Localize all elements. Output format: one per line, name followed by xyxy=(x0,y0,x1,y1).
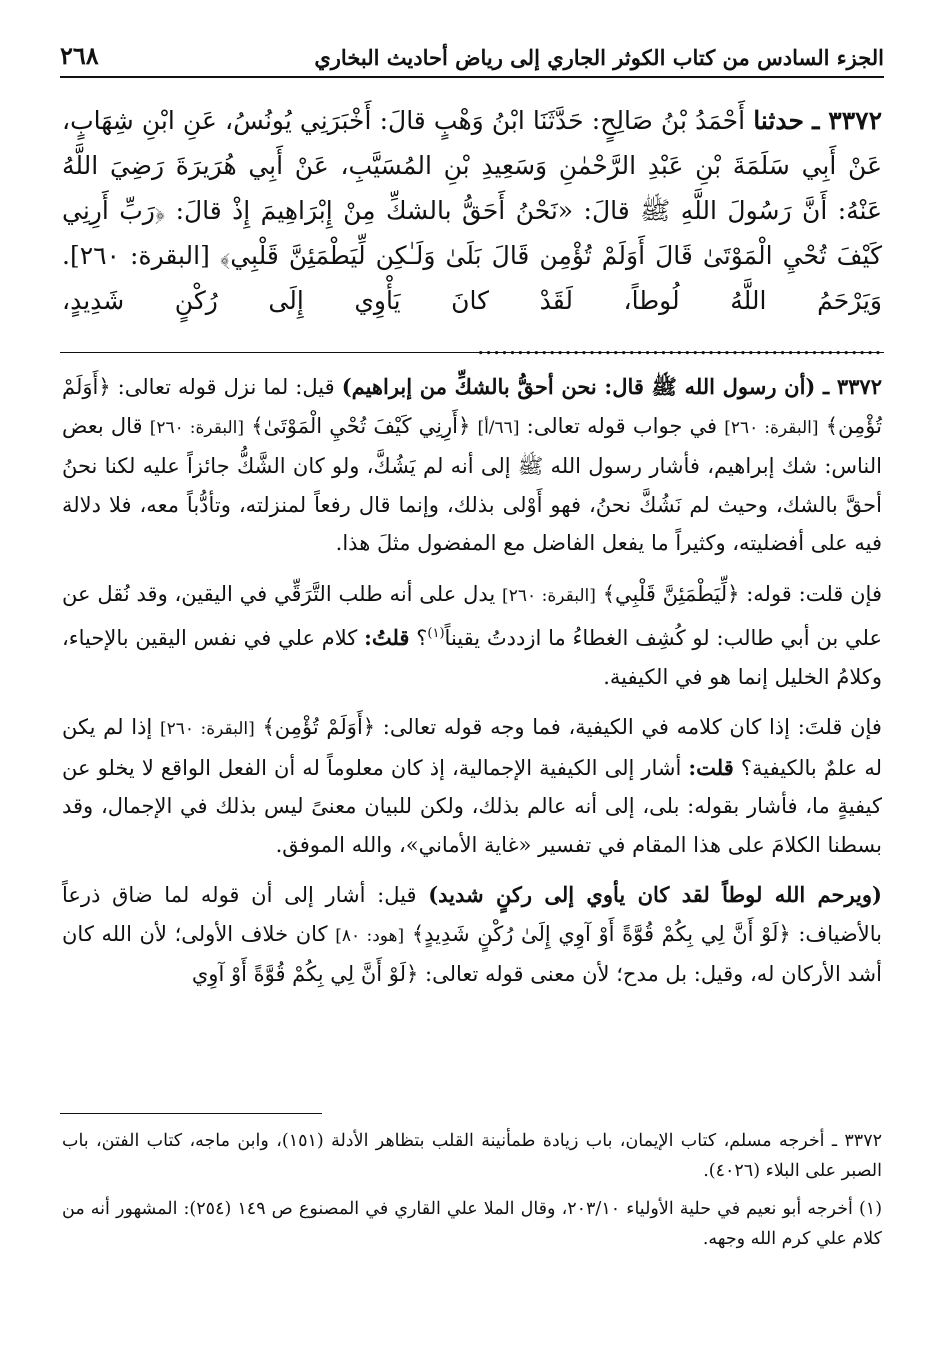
footnotes-block xyxy=(62,1126,882,1262)
commentary-text: قيل: أشار إلى أن قوله لما ضاق ذرعاً بالأضياف: ﴿لَوْ أَنَّ لِي بِكُمْ قُوَّةً أَوْ آوِي إِلَىٰ رُكْنٍ شَدِيدٍ﴾ xyxy=(62,883,882,946)
commentary-text: قيل: لما نزل قوله تعالى: ﴿أَوَلَمْ تُؤْمِن﴾ xyxy=(62,375,882,438)
hadith-text-block xyxy=(62,98,882,368)
quran-reference: [هود: ٨٠] xyxy=(335,925,405,946)
main-divider xyxy=(60,352,884,353)
answer-keyword: قلتُ: xyxy=(364,625,410,650)
footnote-marker: (١) xyxy=(427,626,445,641)
hadith-number: ٣٣٧٢ ـ xyxy=(812,106,883,135)
hadith-body: أَحْمَدُ بْنُ صَالِحٍ: حَدَّثَنَا ابْنُ وَهْبٍ قالَ: أَخْبَرَنِي يُونُسُ، عَنِ ابْنِ شِهَابٍ، عَنْ أَبِي سَلَمَةَ بْنِ عَبْدِ الرَّحْمٰنِ وَسَعِيدِ بْنِ المُسَيَّبِ، عَنْ أَبِي هُرَيرَةَ رَضِيَ اللَّهُ عَنْهُ: أَنَّ رَسُولَ اللَّهِ ﷺ قالَ: «نَحْنُ أَحَقُّ بالشكِّ مِنْ إِبْرَاهِيمَ إِذْ قالَ: ﴿رَبِّ أَرِنِي كَيْفَ تُحْيِ الْمَوْتَىٰ قَالَ أَوَلَمْ تُؤْمِن قَالَ بَلَىٰ وَلَـٰكِن لِّيَطْمَئِنَّ قَلْبِي﴾ [البقرة: ٢٦٠]. وَيَرْحَمُ اللَّهُ لُوطاً، لَقَدْ كانَ يَأْوِي إِلَى رُكْنٍ شَدِيدٍ، xyxy=(62,106,882,315)
commentary-text: كلام علي في نفس اليقين بالإحياء، وكلامُ الخليل إنما هو في الكيفية. xyxy=(62,626,882,689)
quran-reference: [البقرة: ٢٦٠] xyxy=(149,417,245,438)
commentary-text: قال بعض الناس: شك إبراهيم، فأشار رسول الله ﷺ إلى أنه لم يَشُكَّ، ولو كان الشَّكُّ جائزاً عليه لكنا نحنُ أحقَّ بالشك، وحيث لم نَشُكَّ نحنُ، فهو أَوْلى بذلك، وإنما قال رفعاً لمنزلته، وتأدُّباً معه، فلا دلالة فيه على أفضليته، وكثيراً ما يفعل الفاضل مع المفضول مثلَ هذا. xyxy=(62,413,882,555)
commentary-block xyxy=(62,368,882,1006)
quran-reference: [البقرة: ٢٦٠] xyxy=(724,417,819,438)
commentary-paragraph-2 xyxy=(62,575,882,697)
footnote-1: (١) أخرجه أبو نعيم في حلية الأولياء ٢٠٣/١٠، وقال الملا علي القاري في المصنوع ص ١٤٩ (٢٥٤): المشهور أنه من كلام علي كرم الله وجهه. xyxy=(62,1199,883,1249)
page-number: ٢٦٨ xyxy=(60,41,99,70)
commentary-text: فإن قلتَ: إذا كان كلامه في الكيفية، فما وجه قوله تعالى: ﴿أَوَلَمْ تُؤْمِن﴾ xyxy=(262,715,882,739)
commentary-lemma-2: (ويرحم الله لوطاً لقد كان يأوي إلى ركنٍ شديد) xyxy=(428,882,882,907)
commentary-text: كان خلاف الأولى؛ لأن الله كان أشد الأركان له، وقيل: بل مدح؛ لأن معنى قوله تعالى: ﴿لَوْ أَنَّ لِي بِكُمْ قُوَّةً أَوْ آوِي xyxy=(62,921,882,986)
running-title: الجزء السادس من كتاب الكوثر الجاري إلى رياض أحاديث البخاري xyxy=(314,45,884,70)
commentary-paragraph-3 xyxy=(62,708,882,864)
answer-keyword: قلت: xyxy=(688,754,734,780)
quran-reference: [البقرة: ٢٦٠] xyxy=(502,585,596,606)
hadith-ellipsis-dots: ................................................... xyxy=(476,331,882,360)
commentary-lemma-1: ٣٣٧٢ ـ (أن رسول الله ﷺ قال: نحن أحقُّ بالشكِّ من إبراهيم) xyxy=(341,374,882,399)
footnote-hadith-source: ٣٣٧٢ ـ أخرجه مسلم، كتاب الإيمان، باب زيادة طمأنينة القلب بتظاهر الأدلة (١٥١)، وابن ماجه، كتاب الفتن، باب الصبر على البلاء (٤٠٢٦). xyxy=(62,1131,882,1181)
commentary-text: فإن قلت: قوله: ﴿لِّيَطْمَئِنَّ قَلْبِي﴾ xyxy=(602,581,882,606)
footnote-divider xyxy=(60,1113,322,1114)
commentary-text: في جواب قوله تعالى: xyxy=(526,413,718,438)
commentary-paragraph-4 xyxy=(62,876,882,994)
commentary-text: أشار إلى الكيفية الإجمالية، إذ كان معلوماً له أن الفعل الواقع لا يخلو عن كيفيةٍ ما، فأشار بقوله: بلى، إلى أنه عالم بذلك، ولكن للبيان معنىً ليس بذلك في الإجمال، وقد بسطنا الكلامَ على هذا المقام في تفسير «غاية الأماني»، والله الموفق. xyxy=(62,755,882,857)
running-header xyxy=(60,34,884,78)
commentary-text: يدل على أنه طلب التَّرَقِّي في اليقين، وقد نُقل عن علي بن أبي طالب: لو كُشِف الغطاءُ ما ازددتُ يقيناً xyxy=(62,581,882,650)
manuscript-folio-reference: [٦٦/أ] xyxy=(477,417,520,438)
commentary-paragraph-1 xyxy=(62,368,882,563)
quran-reference: [البقرة: ٢٦٠] xyxy=(159,719,255,739)
commentary-text: ؟ xyxy=(416,626,428,650)
hadith-narrated-word: حدثنا xyxy=(753,106,804,135)
commentary-text: ﴿أَرِنِي كَيْفَ تُحْيِ الْمَوْتَىٰ﴾ xyxy=(251,413,471,438)
commentary-text: إذا لم يكن له علمٌ بالكيفية؟ xyxy=(62,715,882,780)
